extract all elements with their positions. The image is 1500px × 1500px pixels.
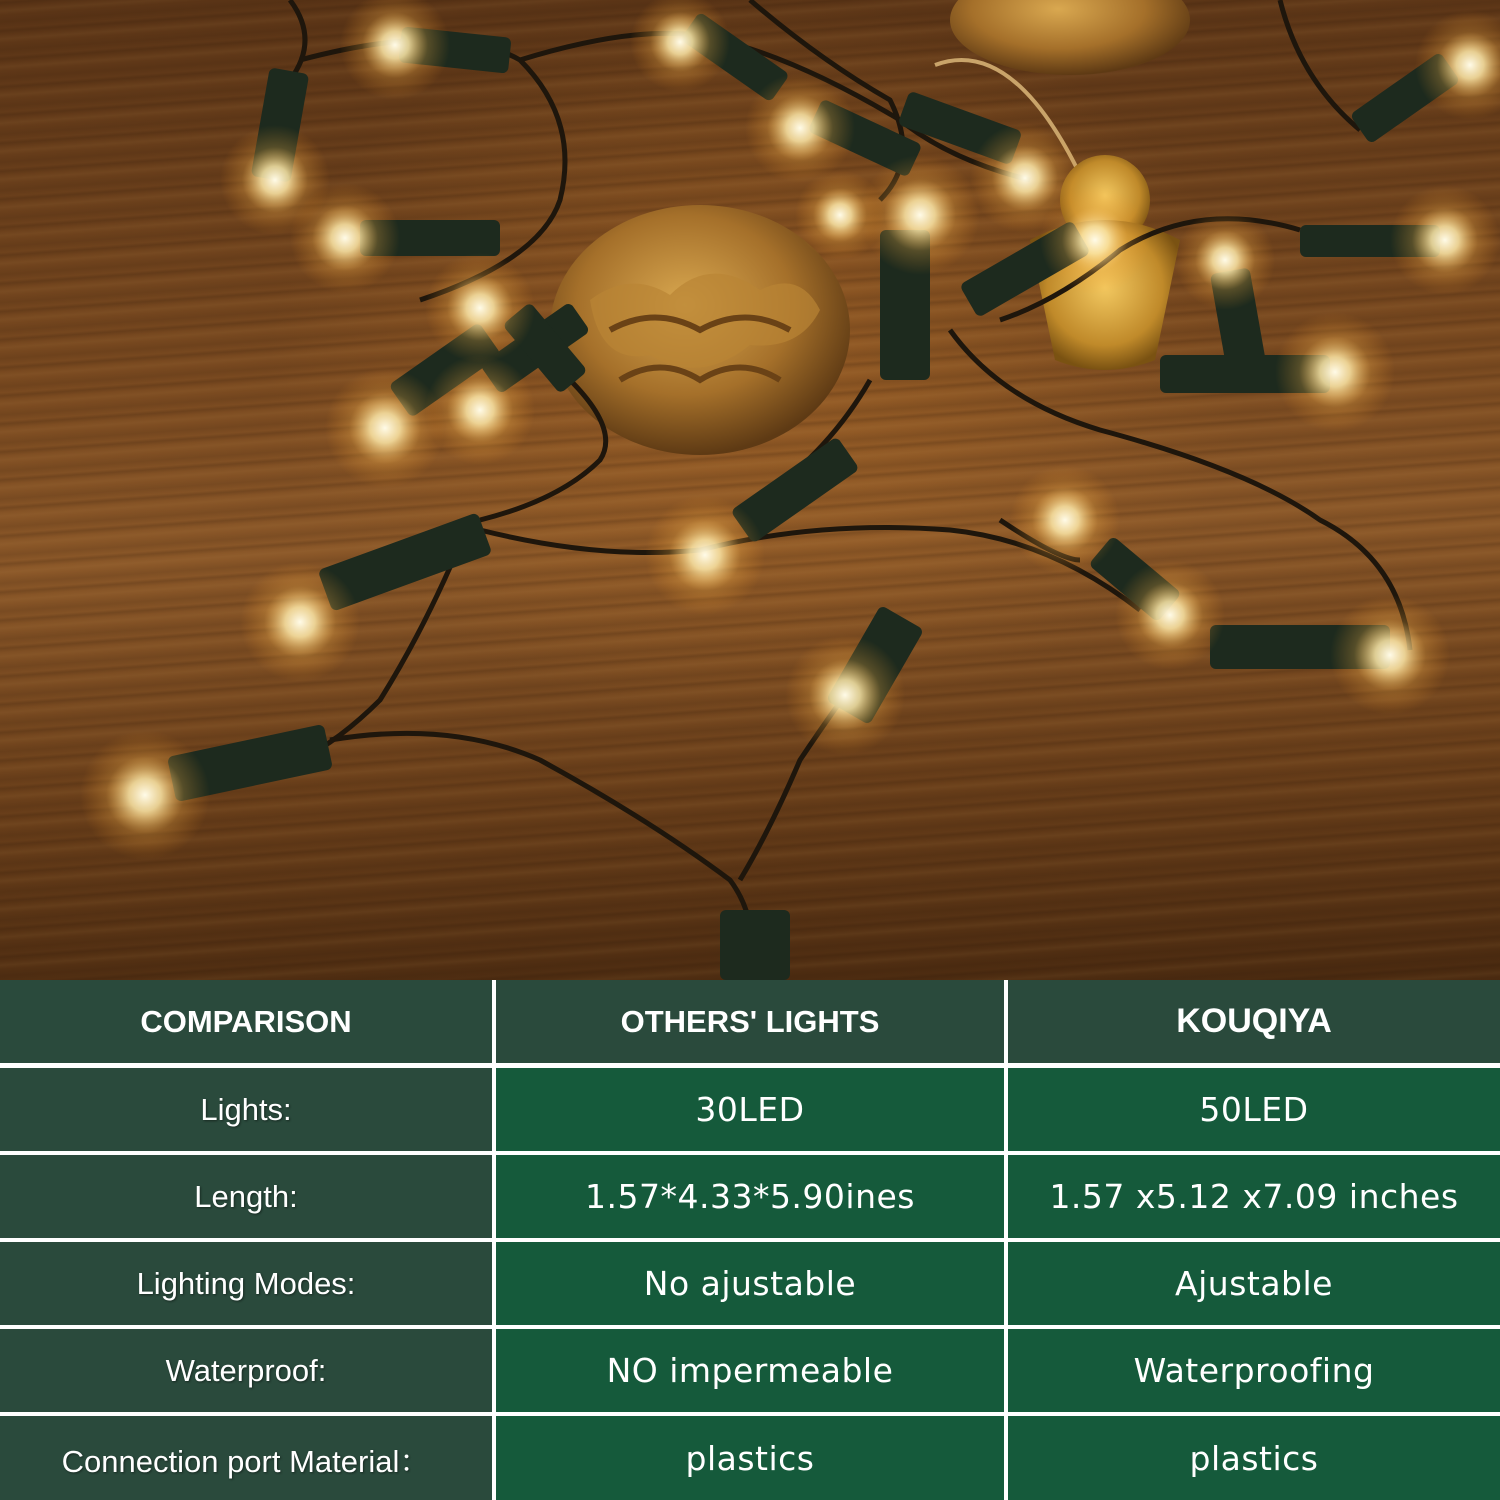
table-row — [0, 1329, 1500, 1412]
row-label: Lights: — [0, 1068, 492, 1151]
kouqiya-value: 1.57 x5.12 x7.09 inches — [1008, 1155, 1500, 1238]
kouqiya-value: Ajustable — [1008, 1242, 1500, 1325]
kouqiya-value: Waterproofing — [1008, 1329, 1500, 1412]
header-comparison: COMPARISON — [0, 980, 492, 1063]
table-row — [0, 1416, 1500, 1500]
row-label: Length: — [0, 1155, 492, 1238]
table-header-row — [0, 980, 1500, 1063]
comparison-table — [0, 980, 1500, 1500]
kouqiya-value: plastics — [1008, 1416, 1500, 1500]
others-value: plastics — [496, 1416, 1004, 1500]
kouqiya-value: 50LED — [1008, 1068, 1500, 1151]
row-label: Waterproof: — [0, 1329, 492, 1412]
others-value: NO impermeable — [496, 1329, 1004, 1412]
others-value: 1.57*4.33*5.90ines — [496, 1155, 1004, 1238]
table-row — [0, 1155, 1500, 1238]
table-row — [0, 1242, 1500, 1325]
row-label: Lighting Modes: — [0, 1242, 492, 1325]
table-row — [0, 1068, 1500, 1151]
others-value: No ajustable — [496, 1242, 1004, 1325]
row-label: Connection port Material： — [0, 1416, 492, 1500]
header-others-lights: OTHERS' LIGHTS — [496, 980, 1004, 1063]
others-value: 30LED — [496, 1068, 1004, 1151]
header-kouqiya: KOUQIYA — [1008, 980, 1500, 1063]
